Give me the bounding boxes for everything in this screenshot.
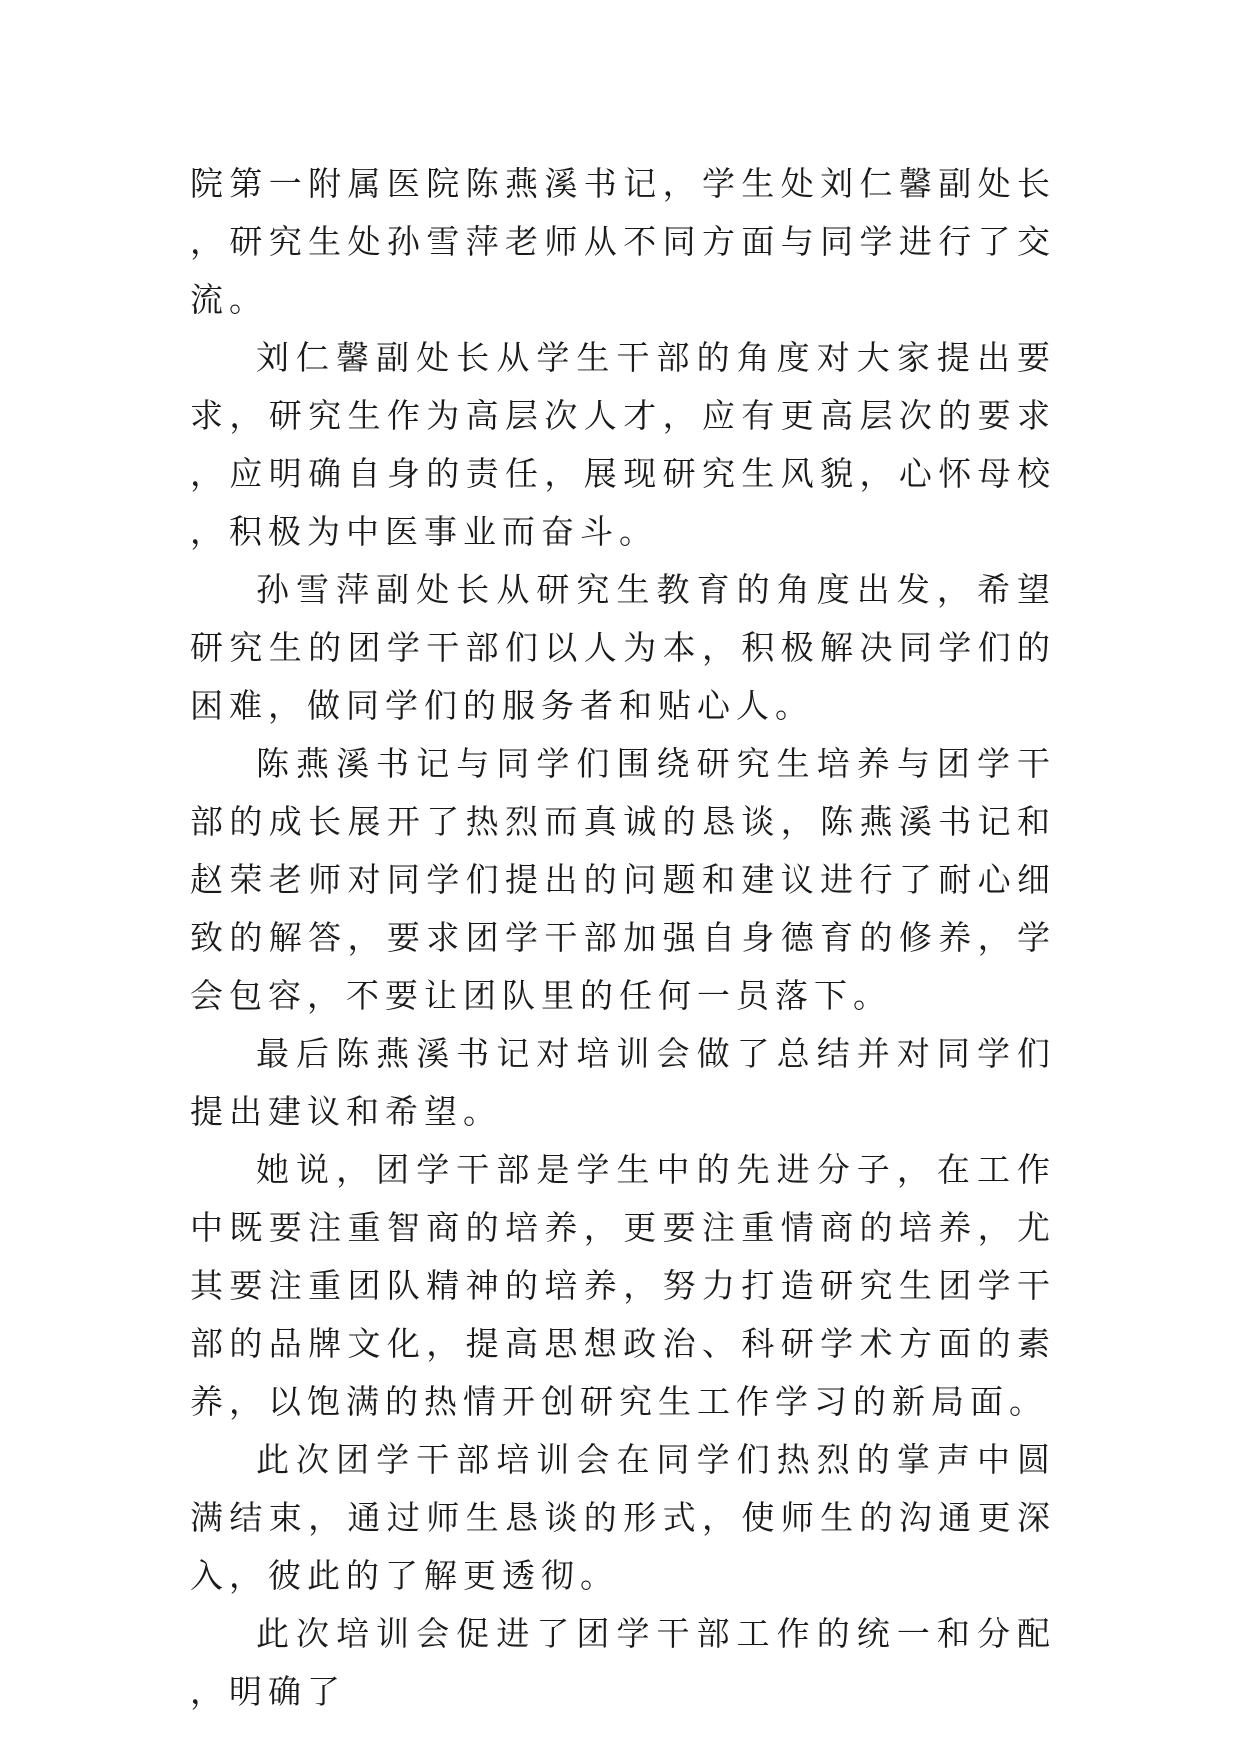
paragraph-6: 她说，团学干部是学生中的先进分子，在工作中既要注重智商的培养，更要注重情商的培养，尤其要注重团队精神的培养，努力打造研究生团学干部的品牌文化，提高思想政治、科研学术方面的素养，以饱满的热情开创研究生工作学习的新局面。: [190, 1150, 1056, 1421]
paragraph-8: 此次培训会促进了团学干部工作的统一和分配，明确了: [190, 1614, 1056, 1711]
document-body: [190, 155, 1056, 1721]
paragraph-3: 孙雪萍副处长从研究生教育的角度出发，希望研究生的团学干部们以人为本，积极解决同学们的困难，做同学们的服务者和贴心人。: [190, 570, 1056, 725]
paragraph-5: 最后陈燕溪书记对培训会做了总结并对同学们提出建议和希望。: [190, 1034, 1056, 1131]
paragraph-7: 此次团学干部培训会在同学们热烈的掌声中圆满结束，通过师生恳谈的形式，使师生的沟通更深入，彼此的了解更透彻。: [190, 1440, 1056, 1595]
paragraph-1: 院第一附属医院陈燕溪书记，学生处刘仁馨副处长，研究生处孙雪萍老师从不同方面与同学进行了交流。: [190, 164, 1056, 319]
paragraph-4: 陈燕溪书记与同学们围绕研究生培养与团学干部的成长展开了热烈而真诚的恳谈，陈燕溪书记和赵荣老师对同学们提出的问题和建议进行了耐心细致的解答，要求团学干部加强自身德育的修养，学会包容，不要让团队里的任何一员落下。: [190, 744, 1056, 1015]
paragraph-2: 刘仁馨副处长从学生干部的角度对大家提出要求，研究生作为高层次人才，应有更高层次的要求，应明确自身的责任，展现研究生风貌，心怀母校，积极为中医事业而奋斗。: [190, 338, 1056, 551]
